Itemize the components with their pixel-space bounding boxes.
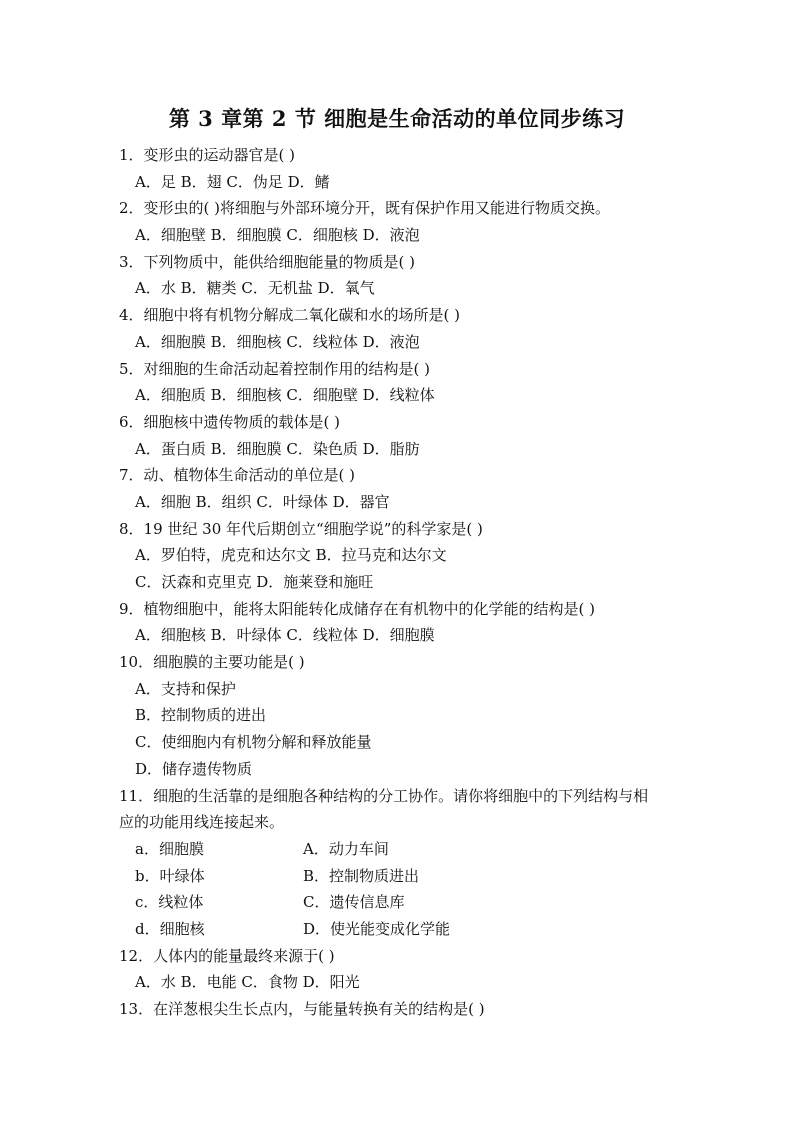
question-stem: 11．细胞的生活靠的是细胞各种结构的分工协作。请你将细胞中的下列结构与相 [119,786,649,805]
question-options: A．水 B．糖类 C．无机盐 D．氧气 [135,279,375,298]
matching-row [119,889,689,916]
matching-structure: d．细胞核 [135,919,205,938]
matching-function: D．使光能变成化学能 [303,919,451,938]
question-options: A．罗伯特，虎克和达尔文 B．拉马克和达尔文 [135,546,447,565]
question-stem: 6．细胞核中遗传物质的载体是( ) [119,412,341,431]
question-stem: 13．在洋葱根尖生长点内，与能量转换有关的结构是( ) [119,1000,485,1018]
question-stem: 8．19 世纪 30 年代后期创立“细胞学说”的科学家是( ) [119,519,483,538]
question-stem: 10．细胞膜的主要功能是( ) [119,653,305,672]
question-options: A．细胞 B．组织 C．叶绿体 D．器官 [135,492,390,511]
matching-function: B．控制物质进出 [303,866,420,885]
matching-row [119,836,689,863]
matching-row [119,916,689,943]
question-options: A．水 B．电能 C．食物 D．阳光 [135,973,360,992]
question-options: C．沃森和克里克 D．施莱登和施旺 [135,573,374,591]
question-stem: 3．下列物质中，能供给细胞能量的物质是( ) [119,252,416,271]
question-option: C．使细胞内有机物分解和释放能量 [135,733,372,752]
question-stem: 1．变形虫的运动器官是( ) [119,146,296,164]
matching-structure: c．线粒体 [135,893,204,912]
page-title: 第 3 章第 2 节 细胞是生命活动的单位同步练习 [168,106,626,131]
matching-row [119,863,689,890]
question-options: A．蛋白质 B．细胞膜 C．染色质 D．脂肪 [135,439,420,458]
question-stem: 2．变形虫的( )将细胞与外部环境分开，既有保护作用又能进行物质交换。 [119,199,611,218]
question-options: A．细胞核 B．叶绿体 C．线粒体 D．细胞膜 [135,626,435,645]
question-stem: 5．对细胞的生命活动起着控制作用的结构是( ) [119,359,431,378]
question-stem: 9．植物细胞中，能将太阳能转化成储存在有机物中的化学能的结构是( ) [119,599,596,618]
matching-function: A．动力车间 [303,839,389,858]
matching-structure: b．叶绿体 [135,866,205,885]
question-options: A．细胞质 B．细胞核 C．细胞壁 D．线粒体 [135,386,435,405]
question-stem: 12．人体内的能量最终来源于( ) [119,946,335,965]
question-stem: 7．动、植物体生命活动的单位是( ) [119,466,356,485]
question-stem: 4．细胞中将有机物分解成二氧化碳和水的场所是( ) [119,306,461,325]
question-options: A．细胞膜 B．细胞核 C．线粒体 D．液泡 [135,332,420,351]
matching-function: C．遗传信息库 [303,893,405,912]
question-stem-continued: 应的功能用线连接起来。 [119,813,285,832]
question-option: A．支持和保护 [135,679,236,698]
question-options: A．细胞壁 B．细胞膜 C．细胞核 D．液泡 [135,226,420,245]
question-option: B．控制物质的进出 [135,706,267,725]
matching-structure: a．细胞膜 [135,839,204,858]
question-list [119,142,689,1023]
question-option: D．储存遗传物质 [135,759,253,778]
question-options: A．足 B．翅 C．伪足 D．鳍 [135,172,330,191]
